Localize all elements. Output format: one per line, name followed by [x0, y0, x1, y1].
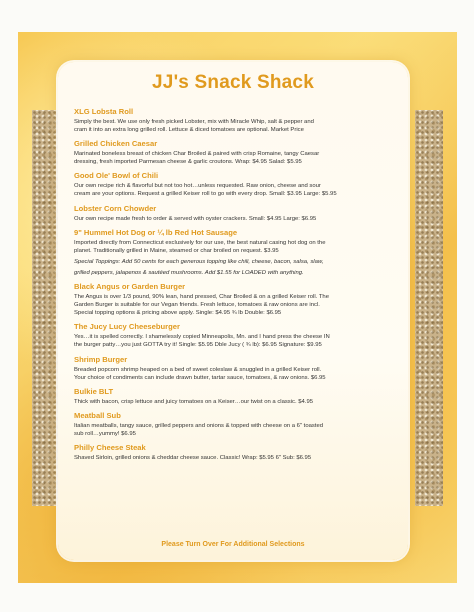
menu-item-name: The Jucy Lucy Cheeseburger — [74, 322, 180, 332]
sand-border-left — [32, 110, 60, 506]
menu-item — [74, 228, 392, 277]
menu-item-name: XLG Lobsta Roll — [74, 107, 134, 116]
menu-item-description-line: Your choice of condiments can include drawn butter, tartar sauce, tomatoes, & raw onions. $6.95 — [74, 374, 326, 381]
menu-item-description-line: cram it into an extra long grilled roll. Lettuce & diced tomatoes are optional. Market Price — [74, 127, 304, 134]
menu-item-description-line: Thick with bacon, crisp lettuce and juicy tomatoes on a Keiser…our twist on a classic. $4.95 — [74, 398, 314, 405]
menu-item-description-line: planet. Traditionally grilled in Maine, steamed or char broiled on request. $3.95 — [74, 247, 279, 254]
menu-item-description-line: Breaded popcorn shrimp heaped on a bed of sweet coleslaw & snuggled in a grilled Keiser roll. — [74, 366, 322, 373]
menu-item-description-line: dressing, fresh imported Parmesan cheese & garlic croutons. Wrap: $4.95 Salad: $5.95 — [74, 159, 302, 166]
menu-item-description-line: sub roll…yummy! $6.95 — [74, 430, 136, 437]
menu-item-description-line: Our own recipe rich & flavorful but not too hot…unless requested. Raw onion, cheese and sour — [74, 183, 321, 190]
menu-item-name: Grilled Chicken Caesar — [74, 139, 158, 149]
menu-item-description-line: the burger patty…you just GOTTA try it! Single: $5.95 Dble Jucy ( ¾ lb): $6.95 Signature: $9.95 — [74, 342, 322, 349]
menu-item-name: 9" Hummel Hot Dog or ¼ lb Red Hot Sausage — [74, 227, 238, 237]
menu-item-description-line: Simply the best. We use only fresh picked Lobster, mix with Miracle Whip, salt & pepper and — [74, 119, 314, 125]
menu-item-description-line: Our own recipe made fresh to order & served with oyster crackers. Small: $4.95 Large: $6.95 — [74, 215, 317, 222]
menu-item — [74, 107, 392, 134]
menu-item — [74, 322, 392, 349]
menu-item-description-line: Garden Burger is suitable for our Vegan friends. Fresh lettuce, tomatoes & raw onions are incl. — [74, 302, 320, 309]
menu-panel — [58, 62, 408, 560]
menu-item-description-line: Shaved Sirloin, grilled onions & cheddar cheese sauce. Classic! Wrap: $5.95 6" Sub: $6.95 — [74, 454, 312, 461]
special-toppings-line: Special Toppings: Add 50 cents for each generous topping like chili, cheese, bacon, salsa, slaw, — [74, 258, 324, 265]
menu-item — [74, 355, 392, 382]
menu-item-description-line: Italian meatballs, tangy sauce, grilled peppers and onions & topped with cheese on a 6" toasted — [74, 422, 324, 429]
menu-item-name: Bulkie BLT — [74, 386, 114, 396]
menu-item-name: Philly Cheese Steak — [74, 442, 146, 452]
menu-item-name: Meatball Sub — [74, 410, 121, 420]
menu-item-name: Black Angus or Garden Burger — [74, 282, 186, 292]
menu-item-name: Lobster Corn Chowder — [74, 203, 157, 213]
menu-item-description-line: Yes…it is spelled correctly. I shamelessly copied Minneapolis, Mn. and I hand press the cheese IN — [74, 334, 330, 341]
menu-item-name: Shrimp Burger — [74, 354, 128, 364]
menu-item — [74, 411, 392, 438]
menu-item-name: Good Ole' Bowl of Chili — [74, 171, 159, 181]
menu-item-description-line: Imported directly from Connecticut exclusively for our use, the best natural casing hot dog on the — [74, 239, 326, 246]
menu-item — [74, 282, 392, 317]
menu-item-description-line: cream are your options. Request a grilled Keiser roll to go with every drop. Small: $3.95 Large: $5.95 — [74, 191, 337, 198]
sand-border-right — [415, 110, 443, 506]
menu-item — [74, 204, 392, 223]
footer-note: Please Turn Over For Additional Selections — [161, 541, 305, 548]
menu-background — [18, 32, 457, 583]
menu-item — [74, 171, 392, 198]
menu-item-description-line: The Angus is over 1/3 pound, 90% lean, hand pressed, Char Broiled & on a grilled Keiser roll. The — [74, 294, 329, 301]
menu-item — [74, 139, 392, 166]
menu-item-description-line: Marinated boneless breast of chicken Char Broiled & paired with crisp Romaine, tangy Caesar — [74, 151, 320, 158]
special-toppings-line: grilled peppers, jalapenos & sautéed mushrooms. Add $1.55 for LOADED with anything. — [74, 269, 304, 276]
menu-items — [74, 107, 392, 467]
menu-item — [74, 387, 392, 406]
menu-item-description-line: Special topping options & pricing above apply. Single: $4.95 ¾ lb Double: $6.95 — [74, 310, 282, 317]
menu-title: JJ's Snack Shack — [152, 72, 314, 93]
menu-item — [74, 443, 392, 462]
